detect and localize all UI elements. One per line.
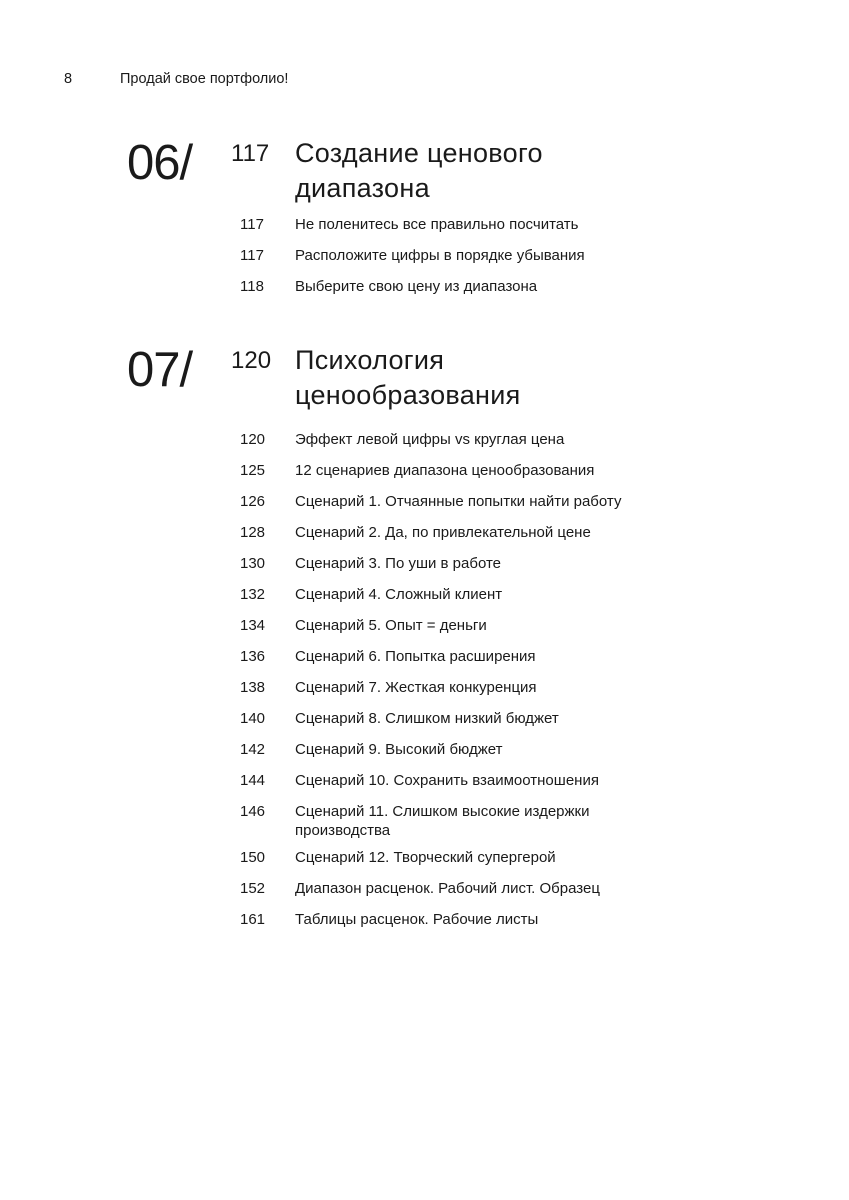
entry-title: Сценарий 10. Сохранить взаимоотношения [295,772,599,789]
entry-title: Сценарий 2. Да, по привлекательной цене [295,524,591,541]
chapter-title-line: Психология [295,345,445,375]
entry-title: Сценарий 7. Жесткая конкуренция [295,679,537,696]
entry-title: Сценарий 8. Слишком низкий бюджет [295,710,559,727]
entry-page: 144 [240,772,266,789]
entry-title: Расположите цифры в порядке убывания [295,247,585,264]
entry-page: 118 [240,278,264,295]
entry-title: Сценарий 12. Творческий супергерой [295,849,556,866]
running-head [64,70,288,88]
entry-title: Таблицы расценок. Рабочие листы [295,911,539,928]
book-title: Продай свое портфолио! [120,71,289,87]
entry-title: Не поленитесь все правильно посчитать [295,216,579,233]
entry-title: 12 сценариев диапазона ценообразования [295,462,595,479]
chapter-title[interactable] [295,136,715,206]
chapter-number: 06/ [127,136,193,190]
chapter-title-line: Создание ценового [295,138,543,168]
entry-page: 130 [240,555,266,572]
entry-page: 117 [240,216,264,233]
chapter-number: 07/ [127,343,193,397]
entry-page: 117 [240,247,264,264]
entry-page: 142 [240,741,266,758]
entry-page: 136 [240,648,266,665]
entry-page: 125 [240,462,266,479]
entry-page: 134 [240,617,266,634]
page-number: 8 [64,71,73,87]
chapter-start-page[interactable]: 120 [231,347,272,374]
entry-title: Сценарий 1. Отчаянные попытки найти работу [295,493,622,510]
chapter-title-line: диапазона [295,173,430,203]
entry-title: Диапазон расценок. Рабочий лист. Образец [295,880,600,897]
entry-page: 150 [240,849,266,866]
entry-title: Сценарий 5. Опыт = деньги [295,617,487,634]
entry-title-line: Сценарий 11. Слишком высокие издержки [295,803,590,820]
entry-page: 140 [240,710,266,727]
entry-title: Сценарий 9. Высокий бюджет [295,741,503,758]
entry-title: Выберите свою цену из диапазона [295,278,538,295]
entry-page: 128 [240,524,266,541]
entry-title: Сценарий 4. Сложный клиент [295,586,503,603]
entry-title: Сценарий 6. Попытка расширения [295,648,536,665]
chapter-start-page[interactable]: 117 [231,140,270,167]
entry-title: Сценарий 3. По уши в работе [295,555,502,572]
entry-page: 138 [240,679,266,696]
entry-page: 126 [240,493,266,510]
entry-title-line: производства [295,822,391,839]
entry-page: 146 [240,803,266,820]
entry-page: 132 [240,586,266,603]
entry-page: 120 [240,431,266,448]
entry-title: Эффект левой цифры vs круглая цена [295,431,565,448]
chapter-title-line: ценообразования [295,380,521,410]
entry-page: 161 [240,911,266,928]
chapter-title[interactable] [295,343,715,413]
entry-page: 152 [240,880,266,897]
entry-title [295,802,695,840]
